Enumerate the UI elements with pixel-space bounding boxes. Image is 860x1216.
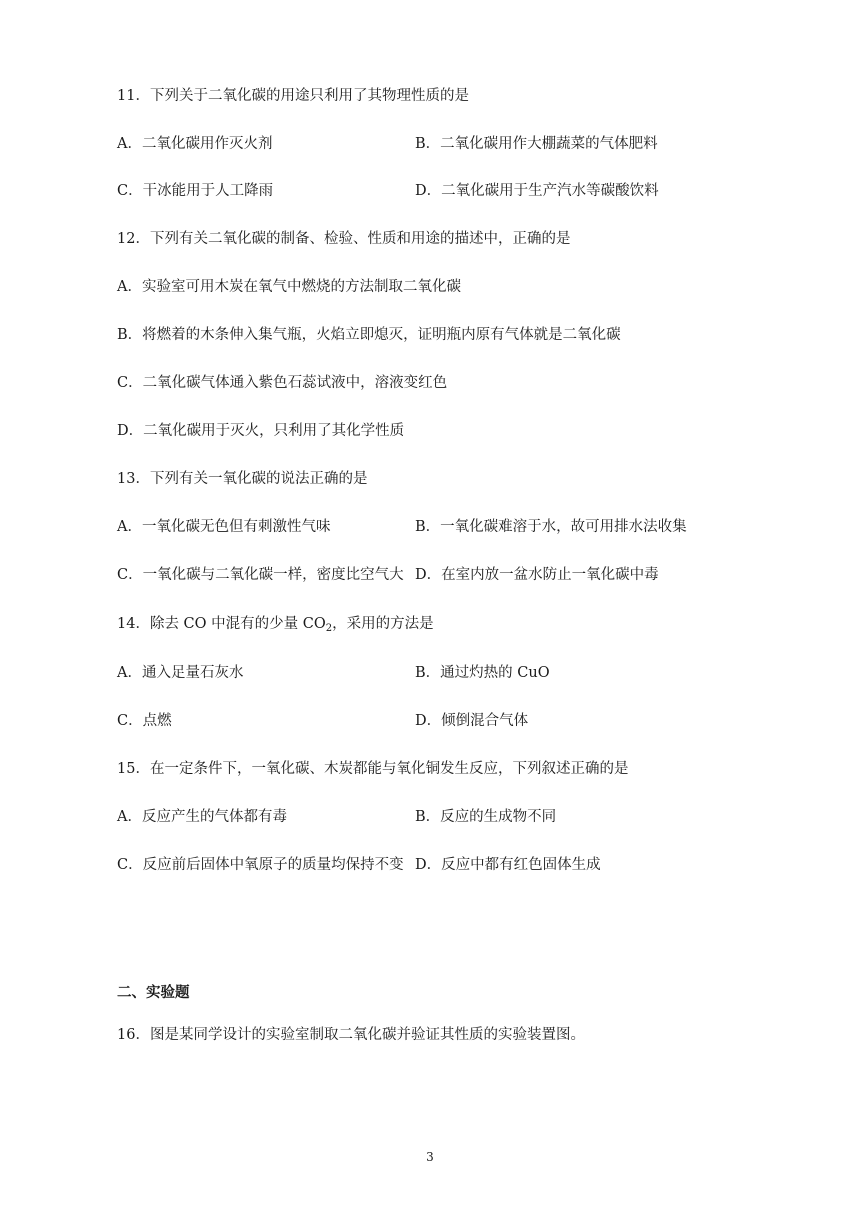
question-11-option-b: B．二氧化碳用作大棚蔬菜的气体肥料 (415, 136, 658, 152)
question-14-stem-prefix: 14．除去 CO 中混有的少量 CO (117, 616, 326, 632)
question-14-stem (117, 614, 434, 634)
question-13-option-a: A．一氧化碳无色但有刺激性气味 (117, 519, 331, 535)
question-11-stem: 11．下列关于二氧化碳的用途只利用了其物理性质的是 (117, 88, 469, 104)
question-13-option-d: D．在室内放一盆水防止一氧化碳中毒 (415, 567, 659, 583)
question-15-option-b: B．反应的生成物不同 (415, 809, 557, 825)
question-11-option-c: C．干冰能用于人工降雨 (117, 183, 274, 199)
question-12-option-a: A．实验室可用木炭在氧气中燃烧的方法制取二氧化碳 (117, 279, 461, 295)
page-number: 3 (426, 1150, 434, 1164)
question-14-option-a: A．通入足量石灰水 (117, 665, 244, 681)
question-12-option-b: B．将燃着的木条伸入集气瓶，火焰立即熄灭，证明瓶内原有气体就是二氧化碳 (117, 327, 621, 343)
question-14-option-b: B．通过灼热的 CuO (415, 665, 550, 681)
question-14-option-c: C．点燃 (117, 713, 172, 729)
question-12-option-c: C．二氧化碳气体通入紫色石蕊试液中，溶液变红色 (117, 375, 448, 391)
question-15-stem: 15．在一定条件下，一氧化碳、木炭都能与氧化铜发生反应，下列叙述正确的是 (117, 761, 629, 777)
question-13-stem: 13．下列有关一氧化碳的说法正确的是 (117, 471, 368, 487)
question-13-option-c: C．一氧化碳与二氧化碳一样，密度比空气大 (117, 567, 404, 583)
question-15-option-d: D．反应中都有红色固体生成 (415, 857, 601, 873)
question-14-stem-suffix: ，采用的方法是 (332, 616, 434, 632)
question-13-option-b: B．一氧化碳难溶于水，故可用排水法收集 (415, 519, 687, 535)
section-title-experiment: 二、实验题 (117, 984, 190, 1001)
question-11-option-d: D．二氧化碳用于生产汽水等碳酸饮料 (415, 183, 659, 199)
question-11-option-a: A．二氧化碳用作灭火剂 (117, 136, 273, 152)
question-12-option-d: D．二氧化碳用于灭火，只利用了其化学性质 (117, 423, 405, 439)
question-14-option-d: D．倾倒混合气体 (415, 713, 529, 729)
question-15-option-a: A．反应产生的气体都有毒 (117, 809, 287, 825)
question-14-stem-subscript: 2 (325, 623, 333, 634)
question-12-stem: 12．下列有关二氧化碳的制备、检验、性质和用途的描述中，正确的是 (117, 231, 571, 247)
question-15-option-c: C．反应前后固体中氧原子的质量均保持不变 (117, 857, 404, 873)
question-16-stem: 16．图是某同学设计的实验室制取二氧化碳并验证其性质的实验装置图。 (117, 1027, 585, 1043)
